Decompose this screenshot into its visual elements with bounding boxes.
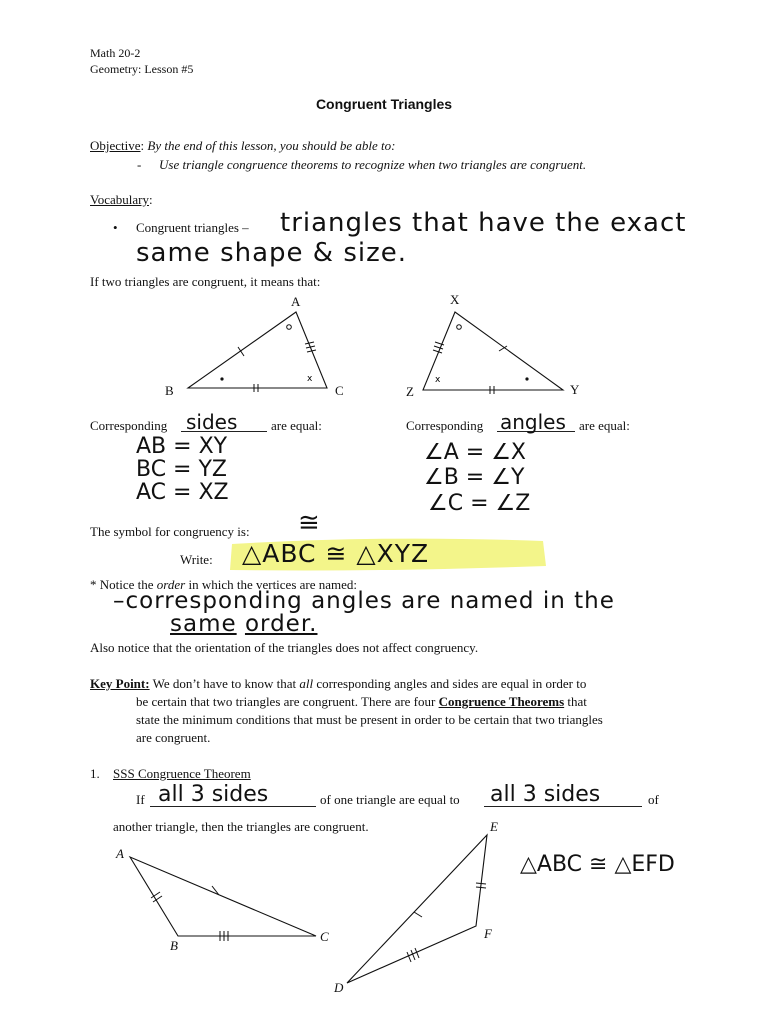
sss-vertex-e: E — [490, 819, 498, 834]
notice-emph: order — [156, 577, 186, 592]
sss-vertex-a: A — [116, 846, 124, 861]
bullet-dot: • — [113, 220, 118, 235]
notice-hand-order: order. — [244, 611, 318, 637]
notice-handwritten-1: –corresponding angles are named in the — [113, 588, 615, 614]
key-point-l1c: corresponding angles and sides are equal in order to — [316, 676, 587, 691]
sss-answer-1: all 3 sides — [158, 782, 269, 807]
sss-line2: another triangle, then the triangles are congruent. — [113, 819, 369, 834]
sss-vertex-f: F — [484, 926, 492, 941]
side-eq-3: AC = XZ — [136, 480, 229, 505]
vertex-y: Y — [570, 382, 580, 397]
angle-c-mark: x — [307, 374, 313, 384]
key-point-line3: state the minimum conditions that must be present in order to be certain that two triangles — [136, 712, 603, 727]
side-eq-1: AB = XY — [136, 434, 228, 459]
triangle-xyz — [423, 312, 563, 390]
sss-if: If — [136, 792, 145, 807]
sss-answer-2: all 3 sides — [490, 782, 601, 807]
objective-line: Objective: By the end of this lesson, you should be able to: — [90, 138, 396, 153]
sss-hand-answer: △ABC ≅ △EFD — [520, 852, 675, 877]
sss-tick-ed — [414, 912, 422, 917]
vocab-handwritten-2: same shape & size. — [136, 238, 408, 268]
key-point-line1 — [90, 676, 586, 692]
key-point-l1a: We don’t have to know that — [152, 676, 297, 691]
side-eq-2: BC = YZ — [136, 457, 227, 482]
sss-mid: of one triangle are equal to — [320, 792, 460, 807]
angle-eq-3: ∠C = ∠Z — [428, 491, 531, 516]
key-point-line2 — [136, 694, 587, 710]
sss-title: SSS Congruence Theorem — [113, 766, 251, 781]
notice-handwritten-2 — [170, 611, 317, 637]
page-title: Congruent Triangles — [315, 96, 453, 112]
sss-triangle-efd — [347, 835, 487, 983]
vocabulary-heading: Vocabulary: — [90, 192, 153, 207]
vertex-z: Z — [406, 384, 414, 399]
vertex-a: A — [291, 294, 301, 309]
angle-y-mark — [525, 377, 528, 380]
sss-end: of — [648, 792, 659, 807]
sss-vertex-d: D — [334, 980, 344, 995]
notice-hand-same: same — [170, 611, 237, 637]
vertex-b: B — [165, 383, 174, 398]
vertex-c: C — [335, 383, 344, 398]
objective-item: Use triangle congruence theorems to recognize when two triangles are congruent. — [159, 157, 587, 172]
write-label: Write: — [180, 552, 213, 567]
sss-tick-ef-2 — [476, 887, 486, 888]
key-point-l2c: that — [567, 694, 587, 709]
objective-label: Objective — [90, 138, 141, 153]
sides-suffix: are equal: — [271, 418, 322, 433]
tick-ab — [238, 347, 244, 356]
vertex-x: X — [450, 292, 460, 307]
symbol-answer: ≅ — [298, 508, 320, 538]
key-point-l2a: be certain that two triangles are congruent. There are four — [136, 694, 436, 709]
tick-xz-3 — [433, 350, 442, 353]
angle-b-mark — [220, 377, 223, 380]
objective-intro: By the end of this lesson, you should be able to: — [147, 138, 396, 153]
angle-eq-2: ∠B = ∠Y — [424, 465, 525, 490]
key-point-label: Key Point: — [90, 676, 150, 691]
notice-suffix: in which the vertices are named: — [188, 577, 358, 592]
angles-suffix: are equal: — [579, 418, 630, 433]
vocab-handwritten-1: triangles that have the exact — [280, 208, 687, 238]
vocab-term: Congruent triangles – — [136, 220, 249, 235]
sss-tick-fd-1 — [407, 952, 411, 962]
write-answer: △ABC ≅ △XYZ — [242, 539, 430, 568]
key-point-line4: are congruent. — [136, 730, 211, 745]
sss-tick-ef-1 — [476, 883, 486, 884]
key-point-l1b: all — [299, 676, 314, 691]
sides-answer: sides — [186, 410, 238, 434]
tick-xz-2 — [434, 346, 443, 349]
meaning-line: If two triangles are congruent, it means that: — [90, 274, 321, 289]
key-point-l2b: Congruence Theorems — [438, 694, 565, 709]
sides-prefix: Corresponding — [90, 418, 168, 433]
sss-triangle-abc — [130, 857, 316, 936]
angle-a-mark — [287, 325, 292, 330]
angle-x-mark — [457, 325, 462, 330]
angle-z-mark: x — [435, 375, 441, 385]
angles-prefix: Corresponding — [406, 418, 484, 433]
sss-vertex-b: B — [170, 938, 178, 953]
symbol-line: The symbol for congruency is: — [90, 524, 250, 539]
vocabulary-label: Vocabulary — [90, 192, 149, 207]
objective-bullet: - — [137, 157, 142, 172]
lesson-label: Geometry: Lesson #5 — [90, 62, 194, 76]
angle-eq-1: ∠A = ∠X — [424, 440, 526, 465]
sss-number: 1. — [90, 766, 100, 781]
course-label: Math 20-2 — [90, 46, 141, 60]
notice-prefix: * Notice the — [90, 577, 154, 592]
sss-vertex-c: C — [320, 929, 329, 944]
orientation-note: Also notice that the orientation of the triangles does not affect congruency. — [90, 640, 479, 655]
angles-answer: angles — [500, 410, 566, 434]
